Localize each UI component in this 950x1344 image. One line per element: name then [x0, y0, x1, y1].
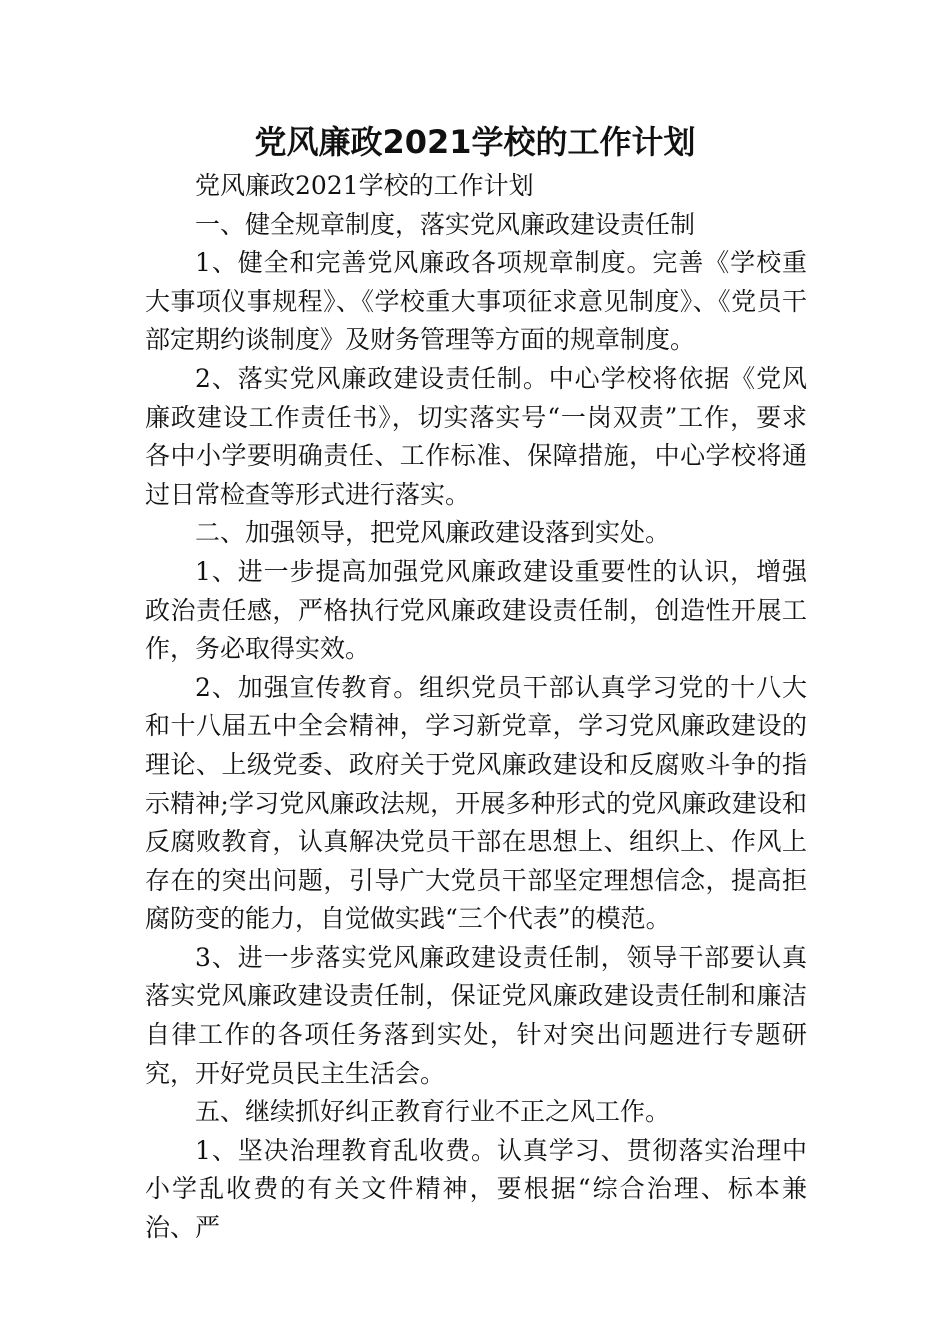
paragraph-5-1: 1、坚决治理教育乱收费。认真学习、贯彻落实治理中小学乱收费的有关文件精神，要根据“综合治理、标本兼治、严	[145, 1135, 807, 1243]
paragraph-section-2-heading: 二、加强领导，把党风廉政建设落到实处。	[195, 518, 671, 548]
paragraph-subtitle: 党风廉政2021学校的工作计划	[195, 171, 534, 200]
document-title: 党风廉政2021学校的工作计划	[254, 123, 696, 161]
paragraph-section-1-heading: 一、健全规章制度，落实党风廉政建设责任制	[195, 209, 696, 239]
paragraph-section-5-heading: 五、继续抓好纠正教育行业不正之风工作。	[195, 1097, 671, 1127]
paragraph-2-2: 2、加强宣传教育。组织党员干部认真学习党的十八大和十八届五中全会精神，学习新党章，学习党风廉政建设的理论、上级党委、政府关于党风廉政建设和反腐败斗争的指示精神;学习党风廉政法规，开展多种形式的党风廉政建设和反腐败教育，认真解决党员干部在思想上、组织上、作风上存在的突出问题，引导广大党员干部坚定理想信念，提高拒腐防变的能力，自觉做实践“三个代表”的模范。	[145, 672, 807, 934]
paragraph-1-1: 1、健全和完善党风廉政各项规章制度。完善《学校重大事项仪事规程》、《学校重大事项征求意见制度》、《党员干部定期约谈制度》及财务管理等方面的规章制度。	[145, 248, 807, 355]
paragraph-2-3: 3、进一步落实党风廉政建设责任制，领导干部要认真落实党风廉政建设责任制，保证党风廉政建设责任制和廉洁自律工作的各项任务落到实处，针对突出问题进行专题研究，开好党员民主生活会。	[145, 942, 807, 1088]
paragraph-2-1: 1、进一步提高加强党风廉政建设重要性的认识，增强政治责任感，严格执行党风廉政建设责任制，创造性开展工作，务必取得实效。	[145, 556, 807, 664]
paragraph-1-2: 2、落实党风廉政建设责任制。中心学校将依据《党风廉政建设工作责任书》，切实落实号“一岗双责”工作，要求各中小学要明确责任、工作标准、保障措施，中心学校将通过日常检查等形式进行落实。	[145, 363, 807, 509]
document-body	[145, 167, 807, 1248]
